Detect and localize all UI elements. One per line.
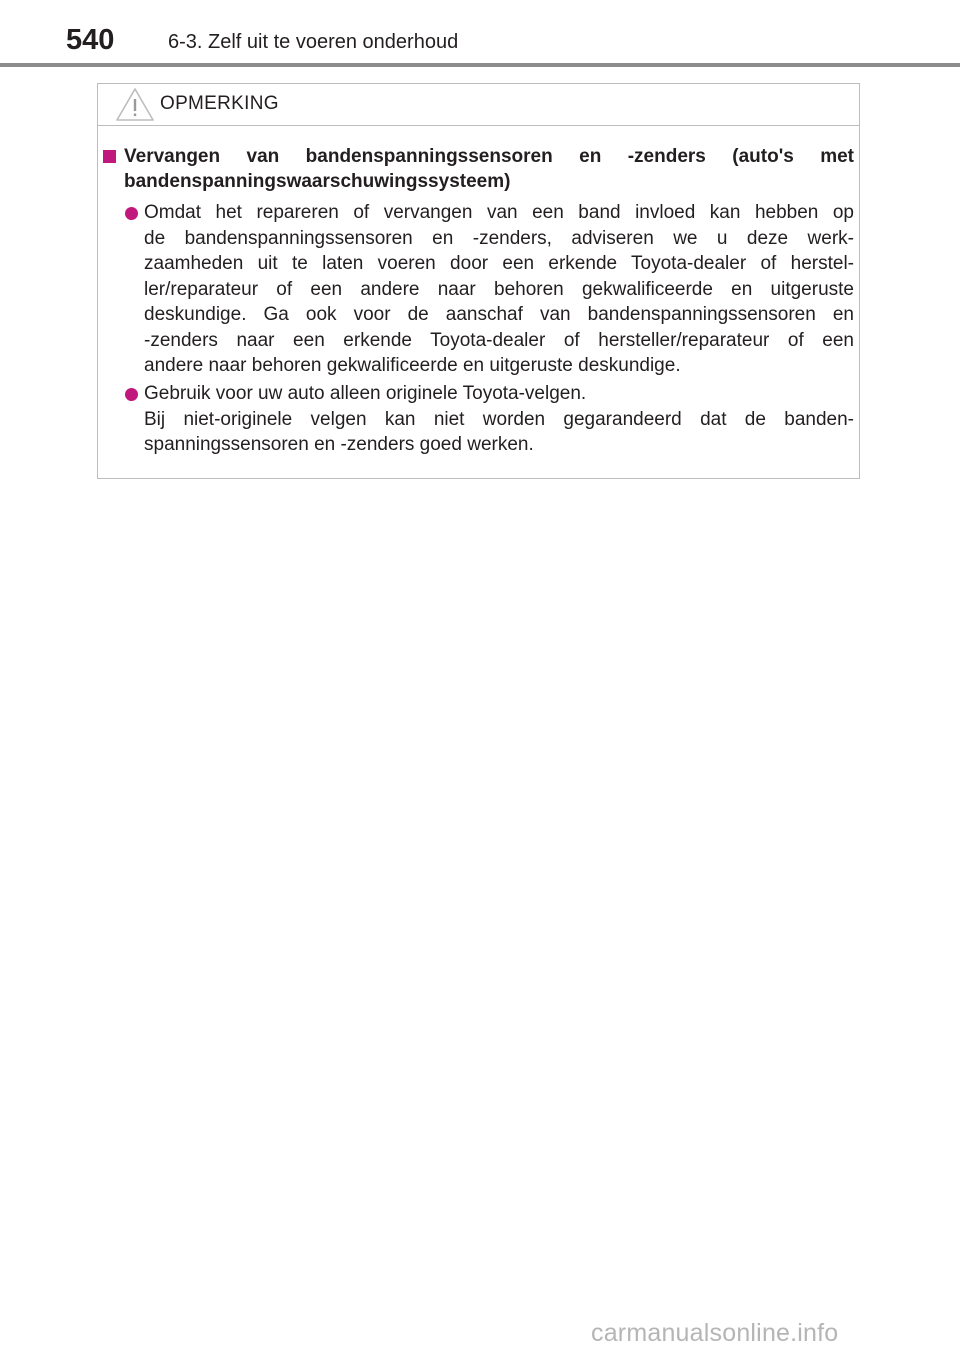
- notice-header: [98, 84, 859, 126]
- notice-label: OPMERKING: [160, 93, 279, 114]
- text-line: Bij niet-originele velgen kan niet worden gegarandeerd dat de banden-: [144, 408, 854, 430]
- bullet-paragraph-2: [144, 381, 854, 458]
- text-line: spanningssensoren en -zenders goed werken.: [144, 434, 534, 455]
- section-title: 6-3. Zelf uit te voeren onderhoud: [168, 31, 459, 53]
- warning-triangle-icon: [115, 87, 155, 122]
- text-line: ler/reparateur of een andere naar behoren gekwalificeerde en uitgeruste: [144, 278, 854, 300]
- text-line: zaamheden uit te laten voeren door een erkende Toyota-dealer of herstel-: [144, 253, 854, 274]
- text-line: Omdat het repareren of vervangen van een band invloed kan hebben op: [144, 202, 854, 223]
- bullet-dot-icon: [125, 207, 138, 220]
- text-line: de bandenspanningssensoren en -zenders, adviseren we u deze werk-: [144, 227, 854, 249]
- page-header: [0, 0, 960, 70]
- notice-subheading: Vervangen van bandenspanningssensoren en -zenders (auto's met bandenspanningswaarschuwingssysteem): [124, 146, 854, 192]
- watermark: carmanualsonline.info: [591, 1319, 839, 1347]
- bullet-paragraph-1: [144, 200, 854, 379]
- bullet-dot-icon: [125, 388, 138, 401]
- page-number: 540: [66, 24, 115, 56]
- square-bullet-icon: [103, 150, 116, 163]
- text-line: Gebruik voor uw auto alleen originele Toyota-velgen.: [144, 383, 587, 404]
- text-line: deskundige. Ga ook voor de aanschaf van bandenspanningssensoren en: [144, 304, 854, 325]
- text-line: andere naar behoren gekwalificeerde en uitgeruste deskundige.: [144, 355, 681, 376]
- header-rule: [0, 63, 960, 67]
- text-line: -zenders naar een erkende Toyota-dealer of hersteller/reparateur of een: [144, 329, 854, 351]
- notice-box: [97, 83, 860, 479]
